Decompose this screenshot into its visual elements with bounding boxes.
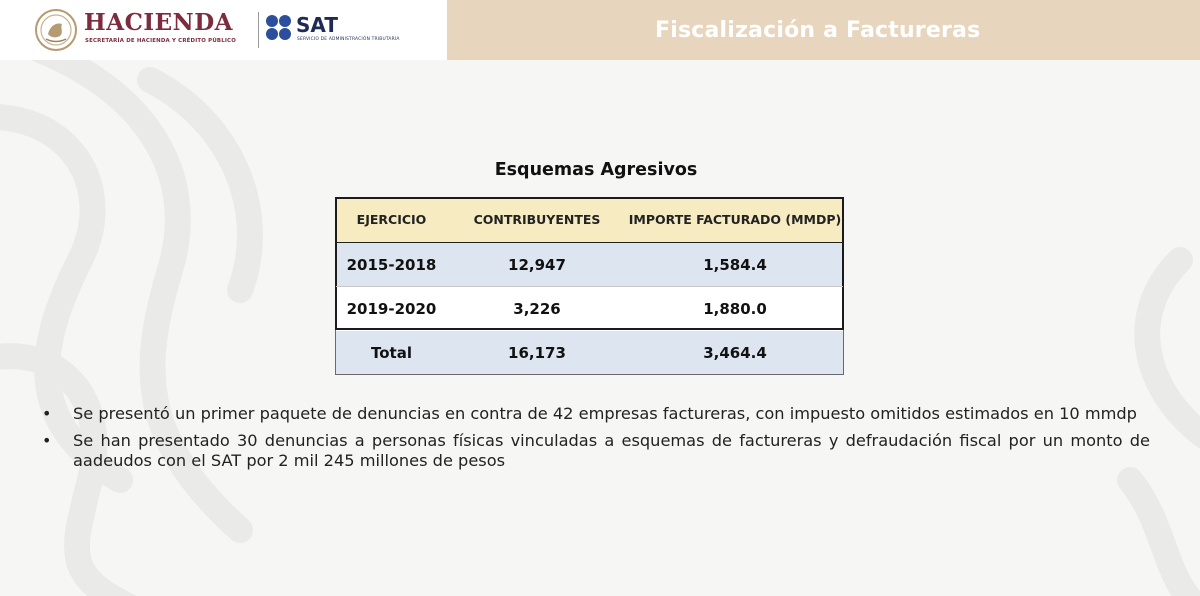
bullet-text: Se han presentado 30 denuncias a personas físicas vinculadas a esquemas de factureras y defraudación fiscal por un monto de aadeudos con el SAT por 2 mil 245 millones de pesos [73, 430, 1150, 470]
hacienda-logo-name: HACIENDA [84, 9, 233, 36]
column-header-contribuyentes: CONTRIBUYENTES [473, 212, 601, 227]
sat-logo-name: SAT [296, 13, 338, 37]
header-logo-area [0, 0, 447, 60]
column-header-importe: IMPORTE FACTURADO (MMDP) [628, 212, 842, 227]
cell-importe: 1,584.4 [703, 256, 767, 274]
bullet-list [42, 404, 1150, 478]
table-row [335, 243, 844, 287]
list-item [42, 404, 1150, 425]
column-header-ejercicio: EJERCICIO [356, 212, 427, 227]
table-header-row [335, 197, 844, 243]
table-divider [336, 242, 843, 243]
logo-divider [258, 12, 259, 48]
sat-logo [265, 12, 435, 48]
table-title: Esquemas Agresivos [494, 160, 698, 180]
cell-total-label: Total [371, 344, 412, 362]
cell-importe: 1,880.0 [703, 300, 767, 318]
header-title-band [447, 0, 1200, 60]
hacienda-logo [34, 8, 254, 52]
cell-ejercicio: 2015-2018 [346, 256, 437, 274]
table-row [335, 287, 844, 331]
cell-contribuyentes: 3,226 [513, 300, 561, 318]
sat-dots-icon [265, 14, 295, 44]
cell-total-importe: 3,464.4 [703, 344, 767, 362]
bullet-icon: • [42, 404, 52, 423]
sat-logo-subtitle: SERVICIO DE ADMINISTRACIÓN TRIBUTARIA [297, 37, 400, 42]
slide-title: Fiscalización a Factureras [655, 17, 981, 43]
hacienda-logo-subtitle: SECRETARÍA DE HACIENDA Y CRÉDITO PÚBLICO [85, 38, 236, 44]
slide-header [0, 0, 1200, 60]
cell-contribuyentes: 12,947 [508, 256, 566, 274]
table-divider [336, 286, 843, 287]
cell-ejercicio: 2019-2020 [346, 300, 437, 318]
bullet-text: Se presentó un primer paquete de denuncias en contra de 42 empresas factureras, con impuesto omitidos estimados en 10 mmdp [73, 404, 1137, 423]
bullet-icon: • [42, 430, 52, 450]
table-total-row [335, 331, 844, 375]
cell-total-contribuyentes: 16,173 [508, 344, 566, 362]
list-item [42, 431, 1150, 472]
national-seal-icon [34, 8, 78, 52]
